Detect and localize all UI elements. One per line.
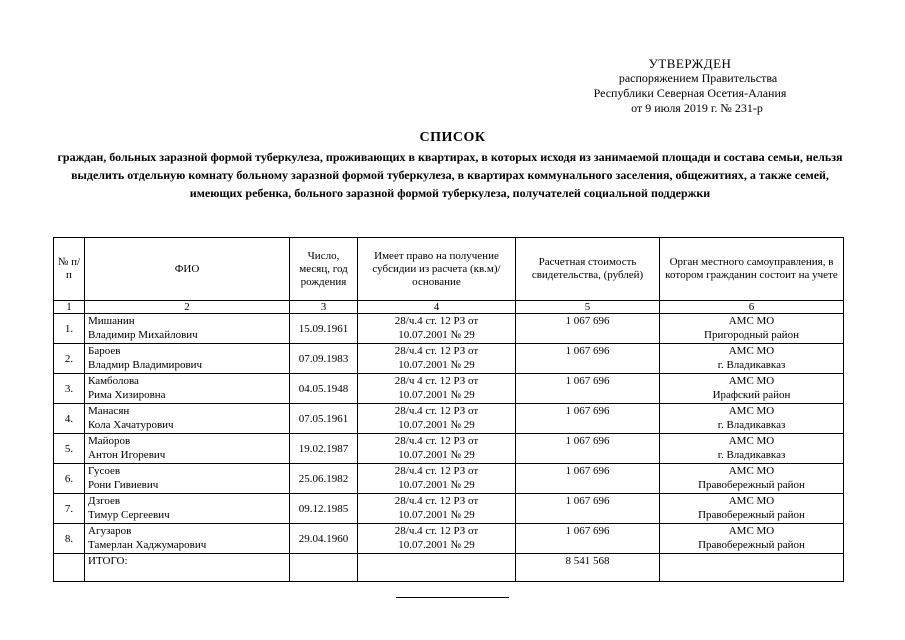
subsidy-basis-line: 28/ч.4 ст. 12 РЗ от <box>394 405 479 417</box>
cost-cell <box>516 434 660 464</box>
surname: Бароев <box>88 345 121 357</box>
given-names: Владимир Михайлович <box>88 329 198 341</box>
birth-date-cell <box>290 464 358 494</box>
column-number: 4 <box>358 301 516 314</box>
table-row <box>54 494 844 524</box>
subsidy-basis-line: 10.07.2001 № 29 <box>398 419 475 431</box>
subsidy-basis-cell <box>358 374 516 404</box>
subsidy-basis-line: 28/ч 4 ст. 12 РЗ от <box>394 375 479 387</box>
recipients-table <box>53 237 844 582</box>
subsidy-basis-line: 28/ч.4 ст. 12 РЗ от <box>394 345 479 357</box>
row-number: 5. <box>64 442 74 455</box>
fio-cell <box>85 464 290 494</box>
certificate-cost: 1 067 696 <box>565 435 610 447</box>
birth-date-cell <box>290 344 358 374</box>
fio-cell <box>85 434 290 464</box>
organ-cell <box>660 494 844 524</box>
birth-date: 25.06.1982 <box>298 472 349 485</box>
table-row <box>54 434 844 464</box>
row-number-cell <box>54 314 85 344</box>
row-number-cell <box>54 404 85 434</box>
total-empty-cell <box>54 554 85 582</box>
organ-line: Пригородный район <box>704 329 799 341</box>
organ-cell <box>660 404 844 434</box>
approval-stamp <box>570 56 810 116</box>
birth-date-cell <box>290 314 358 344</box>
column-number: 6 <box>660 301 844 314</box>
organ-line: АМС МО <box>728 495 775 507</box>
table-row <box>54 524 844 554</box>
approval-word: УТВЕРЖДЕН <box>648 56 732 71</box>
organ-line: АМС МО <box>728 315 775 327</box>
row-number-cell <box>54 434 85 464</box>
header-subsidy: Имеет право на получение субсидии из расчета (кв.м)/основание <box>358 238 516 301</box>
row-number-cell <box>54 344 85 374</box>
document-subtitle: граждан, больных заразной формой туберкулеза, проживающих в квартирах, в которых исходя из занимаемой площади и состава семьи, нельзя выделить отдельную комнату больному заразной формой туберкулеза, в квартирах коммунального заселения, общежитиях, а также семей, имеющих ребенка, больного заразной формой туберкулеза, получателей социальной поддержки <box>57 150 843 200</box>
subsidy-basis-line: 10.07.2001 № 29 <box>398 539 475 551</box>
organ-cell <box>660 374 844 404</box>
subsidy-basis-cell <box>358 404 516 434</box>
cost-cell <box>516 494 660 524</box>
column-number: 1 <box>54 301 85 314</box>
column-number-row <box>54 301 844 314</box>
surname: Мишанин <box>88 315 135 327</box>
birth-date: 07.09.1983 <box>298 352 349 365</box>
birth-date-cell <box>290 434 358 464</box>
approval-line-2: Республики Северная Осетия-Алания <box>593 86 787 100</box>
fio-cell <box>85 344 290 374</box>
subsidy-basis-cell <box>358 494 516 524</box>
organ-cell <box>660 314 844 344</box>
table-row <box>54 464 844 494</box>
birth-date-cell <box>290 404 358 434</box>
certificate-cost: 1 067 696 <box>565 375 610 387</box>
organ-cell <box>660 344 844 374</box>
organ-line: Правобережный район <box>698 479 805 491</box>
subsidy-basis-line: 28/ч.4 ст. 12 РЗ от <box>394 435 479 447</box>
organ-line: АМС МО <box>728 465 775 477</box>
certificate-cost: 1 067 696 <box>565 465 610 477</box>
fio-cell <box>85 524 290 554</box>
document-title: СПИСОК <box>419 130 486 145</box>
organ-line: Правобережный район <box>698 539 805 551</box>
subsidy-basis-line: 28/ч.4 ст. 12 РЗ от <box>394 465 479 477</box>
column-number: 2 <box>85 301 290 314</box>
subsidy-basis-line: 28/ч.4 ст. 12 РЗ от <box>394 315 479 327</box>
organ-line: Правобережный район <box>698 509 805 521</box>
subsidy-basis-line: 10.07.2001 № 29 <box>398 329 475 341</box>
organ-cell <box>660 464 844 494</box>
table-row <box>54 314 844 344</box>
organ-line: АМС МО <box>728 405 775 417</box>
given-names: Тамерлан Хаджумарович <box>88 539 207 551</box>
subsidy-basis-line: 28/ч.4 ст. 12 РЗ от <box>394 495 479 507</box>
surname: Агузаров <box>88 525 132 537</box>
approval-line-3: от 9 июля 2019 г. № 231-р <box>631 101 763 115</box>
total-empty-cell <box>290 554 358 582</box>
certificate-cost: 1 067 696 <box>565 345 610 357</box>
header-cost: Расчетная стоимость свидетельства, (рублей) <box>516 238 660 301</box>
column-number: 5 <box>516 301 660 314</box>
header-number: № п/п <box>54 238 85 301</box>
certificate-cost: 1 067 696 <box>565 315 610 327</box>
fio-cell <box>85 404 290 434</box>
given-names: Рони Гивиевич <box>88 479 159 491</box>
header-fio: ФИО <box>85 238 290 301</box>
surname: Дзгоев <box>88 495 121 507</box>
column-number: 3 <box>290 301 358 314</box>
row-number: 1. <box>64 322 74 335</box>
subsidy-basis-cell <box>358 344 516 374</box>
organ-cell <box>660 434 844 464</box>
birth-date: 07.05.1961 <box>298 412 349 425</box>
birth-date: 04.05.1948 <box>298 382 349 395</box>
table-row <box>54 404 844 434</box>
row-number-cell <box>54 494 85 524</box>
row-number-cell <box>54 524 85 554</box>
row-number: 7. <box>64 502 74 515</box>
fio-cell <box>85 314 290 344</box>
row-number-cell <box>54 464 85 494</box>
certificate-cost: 1 067 696 <box>565 525 610 537</box>
certificate-cost: 1 067 696 <box>565 495 610 507</box>
certificate-cost: 1 067 696 <box>565 405 610 417</box>
organ-cell <box>660 524 844 554</box>
header-organ: Орган местного самоуправления, в котором гражданин состоит на учете <box>660 238 844 301</box>
organ-line: АМС МО <box>728 435 775 447</box>
subsidy-basis-cell <box>358 464 516 494</box>
surname: Майоров <box>88 435 131 447</box>
given-names: Рима Хизировна <box>88 389 166 401</box>
table-header-row <box>54 238 844 301</box>
organ-line: АМС МО <box>728 345 775 357</box>
fio-cell <box>85 374 290 404</box>
total-label: ИТОГО: <box>85 554 290 582</box>
row-number: 2. <box>64 352 74 365</box>
cost-cell <box>516 314 660 344</box>
cost-cell <box>516 404 660 434</box>
birth-date-cell <box>290 494 358 524</box>
given-names: Антон Игоревич <box>88 449 166 461</box>
row-number: 8. <box>64 532 74 545</box>
subsidy-basis-line: 10.07.2001 № 29 <box>398 359 475 371</box>
subsidy-basis-cell <box>358 434 516 464</box>
total-empty-cell <box>358 554 516 582</box>
approval-line-1: распоряжением Правительства <box>618 71 778 85</box>
footer-divider <box>396 597 509 598</box>
row-number: 3. <box>64 382 74 395</box>
subsidy-basis-line: 10.07.2001 № 29 <box>398 509 475 521</box>
header-birth: Число, месяц, год рождения <box>290 238 358 301</box>
surname: Камболова <box>88 375 139 387</box>
given-names: Кола Хачатурович <box>88 419 174 431</box>
birth-date: 15.09.1961 <box>298 322 349 335</box>
cost-cell <box>516 344 660 374</box>
subsidy-basis-line: 10.07.2001 № 29 <box>398 449 475 461</box>
fio-cell <box>85 494 290 524</box>
organ-line: г. Владикавказ <box>717 419 786 431</box>
birth-date: 29.04.1960 <box>298 532 349 545</box>
birth-date-cell <box>290 374 358 404</box>
subsidy-basis-line: 10.07.2001 № 29 <box>398 389 475 401</box>
table-row <box>54 374 844 404</box>
given-names: Владмир Владимирович <box>88 359 203 371</box>
organ-line: АМС МО <box>728 525 775 537</box>
table-body <box>54 314 844 554</box>
row-number: 6. <box>64 472 74 485</box>
organ-line: г. Владикавказ <box>717 359 786 371</box>
subsidy-basis-cell <box>358 314 516 344</box>
cost-cell <box>516 524 660 554</box>
organ-line: АМС МО <box>728 375 775 387</box>
cost-cell <box>516 464 660 494</box>
row-number-cell <box>54 374 85 404</box>
cost-cell <box>516 374 660 404</box>
birth-date-cell <box>290 524 358 554</box>
subsidy-basis-line: 10.07.2001 № 29 <box>398 479 475 491</box>
table-row <box>54 344 844 374</box>
surname: Манасян <box>88 405 130 417</box>
subsidy-basis-cell <box>358 524 516 554</box>
birth-date: 09.12.1985 <box>298 502 349 515</box>
total-empty-cell <box>660 554 844 582</box>
given-names: Тимур Сергеевич <box>88 509 170 521</box>
total-cost: 8 541 568 <box>516 554 660 582</box>
organ-line: г. Владикавказ <box>717 449 786 461</box>
surname: Гусоев <box>88 465 121 477</box>
birth-date: 19.02.1987 <box>298 442 349 455</box>
organ-line: Ирафский район <box>712 389 791 401</box>
row-number: 4. <box>64 412 74 425</box>
subsidy-basis-line: 28/ч.4 ст. 12 РЗ от <box>394 525 479 537</box>
total-row <box>54 554 844 582</box>
